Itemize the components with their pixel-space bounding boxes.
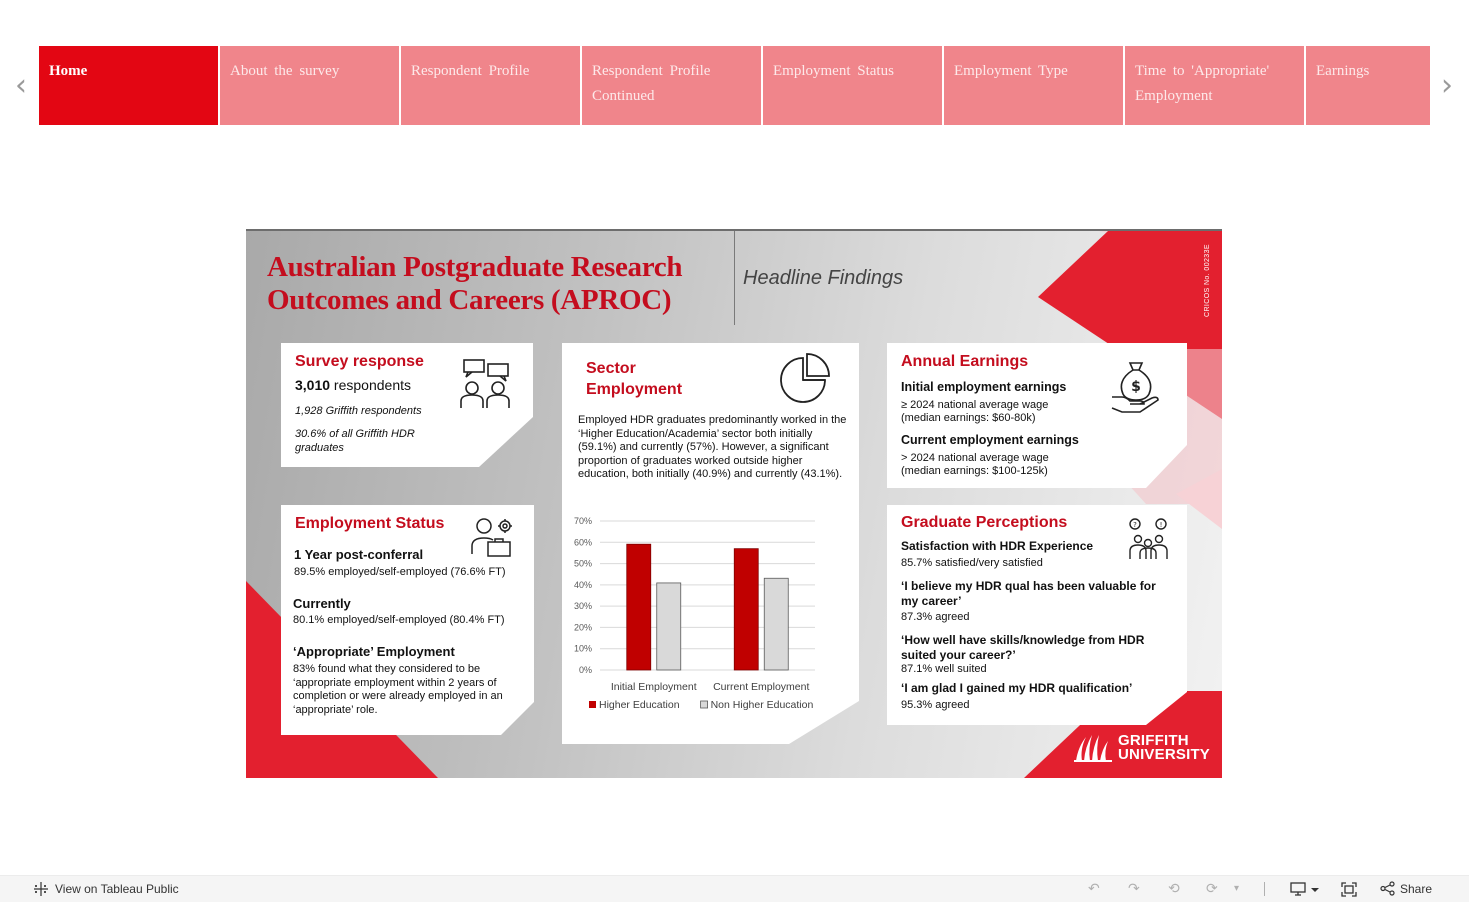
svg-text:$: $ — [1131, 379, 1141, 395]
appropriate-employment-value: 83% found what they considered to be ‘appropriate employment within 2 years of completion or were already employed in an ‘appropriate’ role. — [293, 663, 503, 716]
sector-employment-bar-chart — [562, 509, 859, 719]
bar — [657, 583, 681, 670]
bar — [627, 544, 651, 670]
fullscreen-icon[interactable] — [1341, 882, 1357, 897]
skills-value: 87.1% well suited — [901, 663, 987, 675]
tab-respondent-profile[interactable]: Respondent Profile — [401, 46, 580, 125]
bar — [734, 549, 758, 670]
money-bag-hand-icon — [1110, 359, 1162, 413]
skills-label: ‘How well have skills/knowledge from HDR suited your career?’ — [901, 633, 1145, 662]
device-layout-icon[interactable] — [1290, 882, 1320, 897]
share-button[interactable] — [1380, 881, 1432, 896]
share-icon — [1380, 881, 1395, 896]
year-post-conferral-value: 89.5% employed/self-employed (76.6% FT) — [294, 566, 506, 578]
logo-line-1: GRIFFITH — [1118, 732, 1189, 749]
annual-earnings-heading: Annual Earnings — [901, 353, 1029, 370]
view-on-tableau-label: View on Tableau Public — [55, 882, 179, 896]
people-discussion-icon — [458, 358, 514, 410]
view-on-tableau-public-link[interactable] — [33, 881, 179, 897]
sector-employment-body: Employed HDR graduates predominantly worked in the ‘Higher Education/Academia’ sector both initially (59.1%) and currently (57%). However, a significant proportion of graduates worked outside higher education, both initially (40.9%) and currently (43.1%). — [578, 414, 847, 480]
legend-label: Non Higher Education — [710, 699, 814, 711]
refresh-menu-caret-icon[interactable]: ▾ — [1234, 883, 1240, 894]
cricos-number: CRICOS No. 00233E — [1204, 244, 1211, 317]
tableau-logo-icon — [33, 881, 49, 897]
x-category-label: Current Employment — [713, 681, 810, 693]
y-tick-label: 60% — [573, 537, 592, 548]
infographic-title: Australian Postgraduate Research Outcomes and Careers (APROC) — [267, 251, 683, 316]
share-label: Share — [1400, 881, 1433, 896]
logo-wordmark — [1118, 734, 1210, 762]
griffith-crest-icon — [1074, 734, 1114, 762]
tab-employment-type[interactable]: Employment Type — [944, 46, 1123, 125]
griffith-university-logo — [1074, 734, 1210, 762]
graduate-perceptions-heading: Graduate Perceptions — [901, 514, 1068, 531]
infographic-subtitle: Headline Findings — [743, 267, 904, 289]
tab-employment-status[interactable]: Employment Status — [763, 46, 942, 125]
current-earnings-wage: > 2024 national average wage — [901, 452, 1049, 464]
y-tick-label: 70% — [573, 516, 592, 526]
employment-status-heading: Employment Status — [295, 515, 445, 532]
toolbar-separator — [1264, 882, 1265, 896]
logo-line-2: UNIVERSITY — [1118, 746, 1211, 763]
glad-value: 95.3% agreed — [901, 699, 970, 711]
legend-label: Higher Education — [599, 699, 680, 711]
tab-respondent-profile-continued[interactable]: Respondent Profile Continued — [582, 46, 761, 125]
current-earnings-median: (median earnings: $100-125k) — [901, 465, 1048, 477]
currently-label: Currently — [293, 596, 351, 611]
legend-swatch — [589, 701, 596, 708]
prev-tab-chevron-left-icon[interactable]: ‹ — [15, 68, 27, 103]
respondent-count — [295, 377, 411, 394]
next-tab-chevron-right-icon[interactable]: › — [1441, 68, 1453, 103]
initial-earnings-median: (median earnings: $60-80k) — [901, 412, 1036, 424]
sector-employment-heading: Sector Employment — [586, 360, 683, 398]
valuable-value: 87.3% agreed — [901, 611, 970, 623]
svg-text:?: ? — [1133, 521, 1137, 529]
y-tick-label: 40% — [573, 579, 592, 590]
refresh-icon[interactable]: ⟳ — [1206, 881, 1218, 897]
y-tick-label: 0% — [578, 665, 592, 675]
glad-label: ‘I am glad I gained my HDR qualification’ — [901, 681, 1133, 695]
respondent-count-number: 3,010 — [295, 377, 331, 393]
initial-earnings-wage: ≥ 2024 national average wage — [901, 399, 1049, 411]
bar — [764, 578, 788, 670]
year-post-conferral-label: 1 Year post-conferral — [294, 547, 424, 562]
appropriate-employment-label: ‘Appropriate’ Employment — [293, 644, 455, 659]
tab-about-the-survey[interactable]: About the survey — [220, 46, 399, 125]
tab-time-to-appropriate-employment[interactable]: Time to 'Appropriate' Employment — [1125, 46, 1304, 125]
griffith-share: 30.6% of all Griffith HDR graduates — [295, 428, 415, 454]
redo-icon[interactable]: ↷ — [1128, 881, 1140, 897]
currently-value: 80.1% employed/self-employed (80.4% FT) — [293, 614, 505, 626]
aproc-infographic — [246, 229, 1222, 778]
svg-text:!: ! — [1159, 521, 1163, 529]
y-tick-label: 30% — [573, 601, 592, 612]
current-earnings-label: Current employment earnings — [901, 433, 1079, 447]
satisfaction-value: 85.7% satisfied/very satisfied — [901, 557, 1043, 569]
y-tick-label: 20% — [573, 622, 592, 633]
legend-swatch — [701, 701, 708, 708]
story-tabs — [39, 46, 1430, 125]
respondent-count-label: respondents — [330, 377, 411, 393]
initial-earnings-label: Initial employment earnings — [901, 380, 1067, 394]
group-thinking-icon — [1126, 517, 1172, 561]
tableau-toolbar — [0, 875, 1469, 902]
undo-icon[interactable]: ↶ — [1088, 881, 1100, 897]
worker-briefcase-gear-icon — [470, 516, 514, 558]
pie-chart-icon — [778, 352, 832, 406]
satisfaction-label: Satisfaction with HDR Experience — [901, 539, 1094, 553]
x-category-label: Initial Employment — [610, 681, 697, 693]
revert-icon[interactable]: ⟲ — [1168, 881, 1180, 897]
griffith-respondents: 1,928 Griffith respondents — [295, 405, 422, 417]
y-tick-label: 10% — [573, 643, 592, 654]
valuable-label: ‘I believe my HDR qual has been valuable for my career’ — [901, 579, 1156, 608]
tab-earnings[interactable]: Earnings — [1306, 46, 1430, 125]
y-tick-label: 50% — [573, 558, 592, 569]
survey-response-heading: Survey response — [295, 353, 424, 370]
title-divider — [734, 231, 735, 325]
tab-home[interactable]: Home — [39, 46, 218, 125]
